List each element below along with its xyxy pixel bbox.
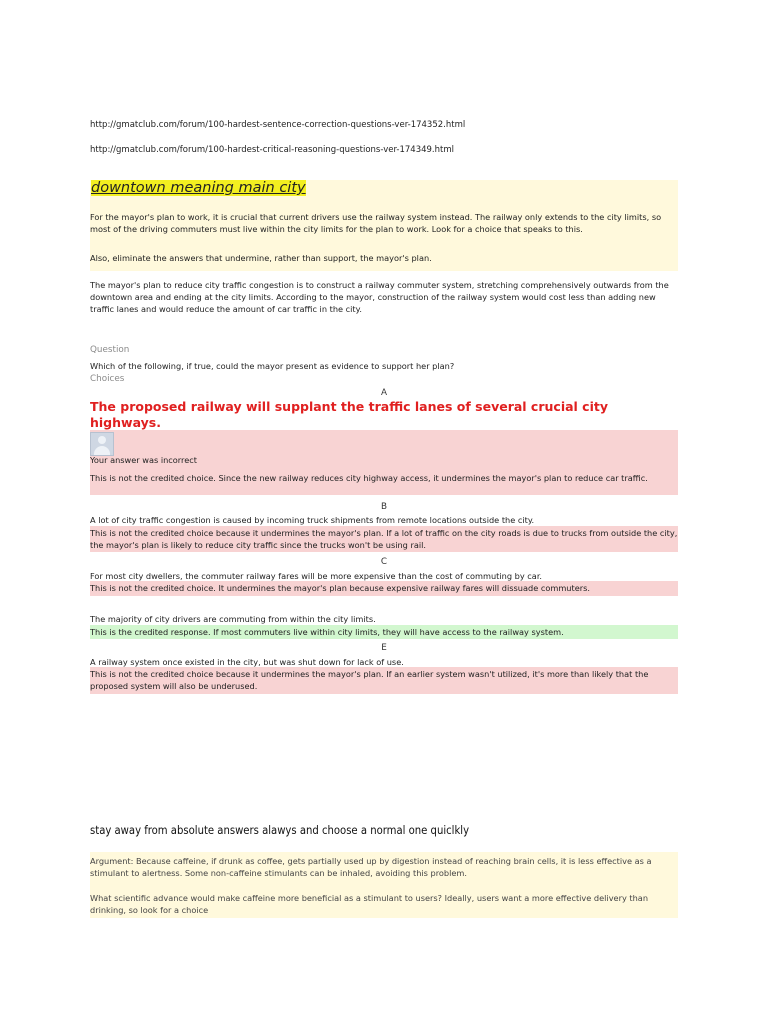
question-text: Which of the following, if true, could the mayor present as evidence to support her plan? xyxy=(90,361,455,371)
choice-d-text[interactable]: The majority of city drivers are commuting from within the city limits. xyxy=(90,614,376,624)
choice-c-letter: C xyxy=(380,557,388,567)
note2-paragraph-2: What scientific advance would make caffeine more beneficial as a stimulant to users? Ideally, users want a more effective delivery than drinking, so look for a choice xyxy=(90,893,649,915)
choice-d-feedback: This is the credited response. If most commuters live within city limits, they will have access to the railway system. xyxy=(90,625,678,639)
note-box-1 xyxy=(90,180,678,271)
argument-text: The mayor's plan to reduce city traffic congestion is to construct a railway commuter system, stretching comprehensively outwards from the downtown area and ending at the city limits. According to the mayor, construction of the railway system would cost less than adding new traffic lanes and would reduce the amount of car traffic in the city. xyxy=(90,280,669,314)
choices-label: Choices xyxy=(90,374,125,384)
choice-e-letter: E xyxy=(381,643,387,653)
section-heading: stay away from absolute answers alawys and choose a normal one quiclkly xyxy=(90,824,470,837)
note-title: downtown meaning main city xyxy=(91,180,306,196)
choice-b-feedback: This is not the credited choice because it undermines the mayor's plan. If a lot of traffic on the city roads is due to trucks from outside the city, the mayor's plan is likely to reduce city traffic since the trucks won't be using rail. xyxy=(90,528,678,550)
choice-a-text[interactable]: The proposed railway will supplant the traffic lanes of several crucial city highways. xyxy=(90,399,608,430)
choice-e-text[interactable]: A railway system once existed in the city, but was shut down for lack of use. xyxy=(90,657,404,667)
link-critical-reasoning[interactable]: http://gmatclub.com/forum/100-hardest-critical-reasoning-questions-ver-174349.html xyxy=(90,145,454,155)
note-paragraph-2: Also, eliminate the answers that undermine, rather than support, the mayor's plan. xyxy=(90,253,432,263)
avatar-icon xyxy=(90,432,114,456)
choice-a-feedback-box xyxy=(90,430,678,495)
choice-a-status: Your answer was incorrect xyxy=(90,455,197,465)
note-paragraph-1: For the mayor's plan to work, it is crucial that current drivers use the railway system instead. The railway only extends to the city limits, so most of the driving commuters must live within the city limits for the plan to work. Look for a choice that speaks to this. xyxy=(90,212,662,234)
choice-e-feedback: This is not the credited choice because it undermines the mayor's plan. If an earlier system wasn't utilized, it's more than likely that the proposed system will also be underused. xyxy=(90,667,678,694)
choice-c-feedback: This is not the credited choice. It undermines the mayor's plan because expensive railway fares will dissuade commuters. xyxy=(90,581,678,596)
choice-a-feedback: This is not the credited choice. Since the new railway reduces city highway access, it undermines the mayor's plan to reduce car traffic. xyxy=(90,473,648,483)
note-box-2 xyxy=(90,852,678,918)
question-label: Question xyxy=(90,345,130,355)
choice-a-letter: A xyxy=(380,388,388,398)
choice-c-text[interactable]: For most city dwellers, the commuter railway fares will be more expensive than the cost of commuting by car. xyxy=(90,571,543,581)
note2-paragraph-1: Argument: Because caffeine, if drunk as coffee, gets partially used up by digestion instead of reaching brain cells, it is less effective as a stimulant to alertness. Some non-caffeine stimulants can be inhaled, avoiding this problem. xyxy=(90,856,652,878)
choice-b-letter: B xyxy=(380,502,388,512)
choice-b-text[interactable]: A lot of city traffic congestion is caused by incoming truck shipments from remote locations outside the city. xyxy=(90,515,535,525)
link-sentence-correction[interactable]: http://gmatclub.com/forum/100-hardest-sentence-correction-questions-ver-174352.html xyxy=(90,120,466,130)
